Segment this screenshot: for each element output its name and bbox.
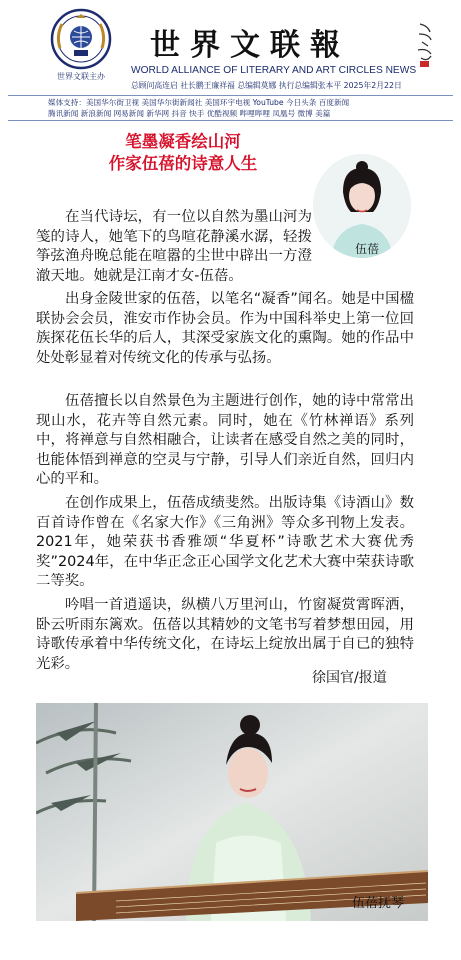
guzheng-photo (36, 703, 428, 921)
masthead-english-title: WORLD ALLIANCE OF LITERARY AND ART CIRCLES NEWS (131, 65, 417, 76)
photo-caption: 伍蓓抚琴 (352, 896, 405, 911)
logo-caption: 世界文联主办 (57, 72, 105, 81)
masthead-title: 世界文联報 (150, 28, 350, 63)
media-support-line-1: 媒体支持：美国华尔街卫视 美国华尔街新闻社 美国环宇电视 YouTube 今日头条 百度新闻 (48, 98, 350, 107)
calligraphy-signature-icon (414, 20, 436, 68)
byline: 徐国官/报道 (312, 670, 387, 686)
portrait-caption: 伍蓓 (355, 242, 380, 256)
world-alliance-logo-icon (50, 8, 112, 70)
article-paragraph-2: 出身金陵世家的伍蓓，以笔名“凝香”闻名。她是中国楹联协会会员，淮安市作协会员。作为中国科举史上第一位回族探花伍长华的后人，其深受家族文化的熏陶。她的作品中处处彰显着对传统文化的传承与弘扬。 (36, 291, 414, 366)
article-paragraph-3: 伍蓓擅长以自然景色为主题进行创作，她的诗中常常出现山水，花卉等自然元素。同时，她在《竹林禅语》系列中，将禅意与自然相融合，让读者在感受自然之美的同时，也能体悟到禅意的空灵与宁静，引导人们亲近自然，回归内心的平和。 (36, 393, 414, 487)
header-divider (8, 95, 453, 96)
media-support-line-2: 腾讯新闻 新浪新闻 网易新闻 新华网 抖音 快手 优酷视频 哔哩哔哩 凤凰号 微博 美篇 (48, 109, 331, 118)
article-paragraph-4: 在创作成果上，伍蓓成绩斐然。出版诗集《诗酒山》数百首诗作曾在《名家大作》《三角洲》等众多刊物上发表。2021年，她荣获书香雅颂“华夏杯”诗歌艺术大赛优秀奖”2024年，在中华正念正心国学文化艺术大赛中荣获诗歌二等奖。 (36, 495, 414, 589)
article-paragraph-5: 吟唱一首逍遥诀，纵横八万里河山，竹窗凝赏霄晖洒，卧云听雨东篱欢。伍蓓以其精妙的文笔书写着梦想田园，用诗歌传承着中华传统文化，在诗坛上绽放出属于自已的独特光彩。 (36, 597, 414, 672)
masthead-credits: 总顾问高连启 社长鹏王廉祥福 总编辑莫娜 执行总编辑张本平 2025年2月22日 (131, 81, 402, 90)
media-divider (8, 120, 453, 121)
guzheng-photo-image-icon (36, 703, 428, 921)
headline-line-1: 笔墨凝香绘山河 (125, 132, 241, 151)
article-paragraph-1: 在当代诗坛，有一位以自然为墨山河为笺的诗人，她笔下的鸟喧花静溪水潺，轻拨筝弦渔舟晚总能在喧嚣的尘世中辟出一方澄澈天地。她就是江南才女-伍蓓。 (36, 209, 312, 284)
headline-line-2: 作家伍蓓的诗意人生 (108, 154, 258, 173)
